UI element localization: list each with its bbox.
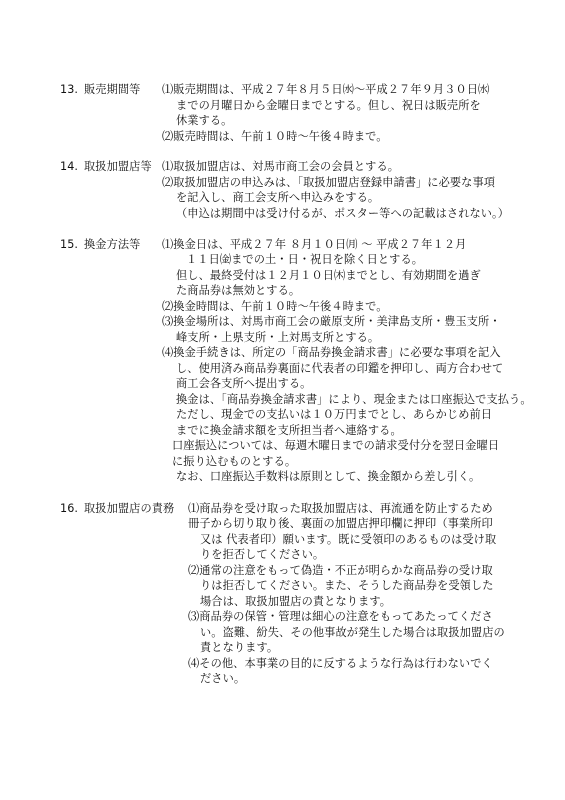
section-heading: 取扱加盟店の責務 xyxy=(84,502,175,515)
section-heading: 販売期間等 xyxy=(84,83,141,96)
section-line: までに換金請求額を支所担当者へ連絡する。 xyxy=(176,424,402,437)
section-line: を記入し、商工会支所へ申込みをする。 xyxy=(176,191,380,204)
section-line: なお、口座振込手数料は原則として、換金額から差し引く。 xyxy=(176,470,481,483)
section-heading: 換金方法等 xyxy=(84,238,141,251)
section-line: 峰支所・上県支所・上対馬支所とする。 xyxy=(176,331,380,344)
section-line: 場合は、取扱加盟店の責となります。 xyxy=(200,595,391,608)
section-line: １１日㈮までの土・日・祝日を除く日とする。 xyxy=(186,253,424,266)
section-line: 責となります。 xyxy=(200,641,279,654)
section-line: ただし、現金での支払いは１０万円までとし、あらかじめ前日 xyxy=(176,408,493,421)
section-line: に振り込むものとする。 xyxy=(172,455,297,468)
section-line: た商品券は無効とする。 xyxy=(176,284,301,297)
section-line: 商工会各支所へ提出する。 xyxy=(176,377,312,390)
section-line: 休業する。 xyxy=(176,114,233,127)
section-line: し、使用済み商品券裏面に代表者の印鑑を押印し、両方合わせて xyxy=(176,362,504,375)
section-line: ⑷その他、本事業の目的に反するような行為は行わないでく xyxy=(188,657,493,670)
section-line: ⑴換金日は、平成２７年 ８月１０日㈪ ～ 平成２７年１２月 xyxy=(162,238,467,251)
section-line: 又は 代表者印）願います。既に受領印のあるものは受け取 xyxy=(200,533,497,546)
section-line: ⑵取扱加盟店の申込みは、「取扱加盟店登録申請書」に必要な事項 xyxy=(162,176,496,189)
section-line: ⑴商品券を受け取った取扱加盟店は、再流通を防止するため xyxy=(188,502,493,515)
section-line: ⑴販売期間は、平成２７年８月５日㈬～平成２７年９月３０日㈬ xyxy=(162,83,490,96)
section-number: 13. xyxy=(60,83,79,96)
section-line: ⑷換金手続きは、所定の「商品券換金請求書」に必要な事項を記入 xyxy=(162,346,501,359)
section-line: までの月曜日から金曜日までとする。但し、祝日は販売所を xyxy=(176,99,481,112)
section-line: りを拒否してください。 xyxy=(200,548,325,561)
section-line: りは拒否してください。また、そうした商品券を受領した xyxy=(200,579,494,592)
section-number: 15. xyxy=(60,238,79,251)
section-line: 冊子から切り取り後、裏面の加盟店押印欄に押印（事業所印 xyxy=(188,517,493,530)
section-line: 口座振込については、毎週木曜日までの請求受付分を翌日金曜日 xyxy=(172,439,500,452)
section-number: 14. xyxy=(60,160,79,173)
section-line: ⑵販売時間は、午前１０時～午後４時まで。 xyxy=(162,130,388,143)
section-line: （申込は期間中は受け付るが、ポスター等への記載はされない。） xyxy=(176,207,510,220)
section-line: い。盗難、紛失、その他事故が発生した場合は取扱加盟店の xyxy=(200,626,505,639)
section-line: ださい。 xyxy=(200,672,246,685)
section-line: ⑵換金時間は、午前１０時～午後４時まで。 xyxy=(162,300,388,313)
section-number: 16. xyxy=(60,502,79,515)
section-line: ⑶商品券の保管・管理は細心の注意をもってあたってくださ xyxy=(188,610,493,623)
section-line: 換金は、「商品券換金請求書」により、現金または口座振込で支払う。 xyxy=(176,393,532,406)
section-line: 但し、最終受付は１２月１０日㈭までとし、有効期間を過ぎ xyxy=(176,269,481,282)
section-heading: 取扱加盟店等 xyxy=(84,160,152,173)
section-line: ⑵通常の注意をもって偽造・不正が明らかな商品券の受け取 xyxy=(188,564,493,577)
section-line: ⑴取扱加盟店は、対馬市商工会の会員とする。 xyxy=(162,160,400,173)
section-line: ⑶換金場所は、対馬市商工会の厳原支所・美津島支所・豊玉支所・ xyxy=(162,315,501,328)
